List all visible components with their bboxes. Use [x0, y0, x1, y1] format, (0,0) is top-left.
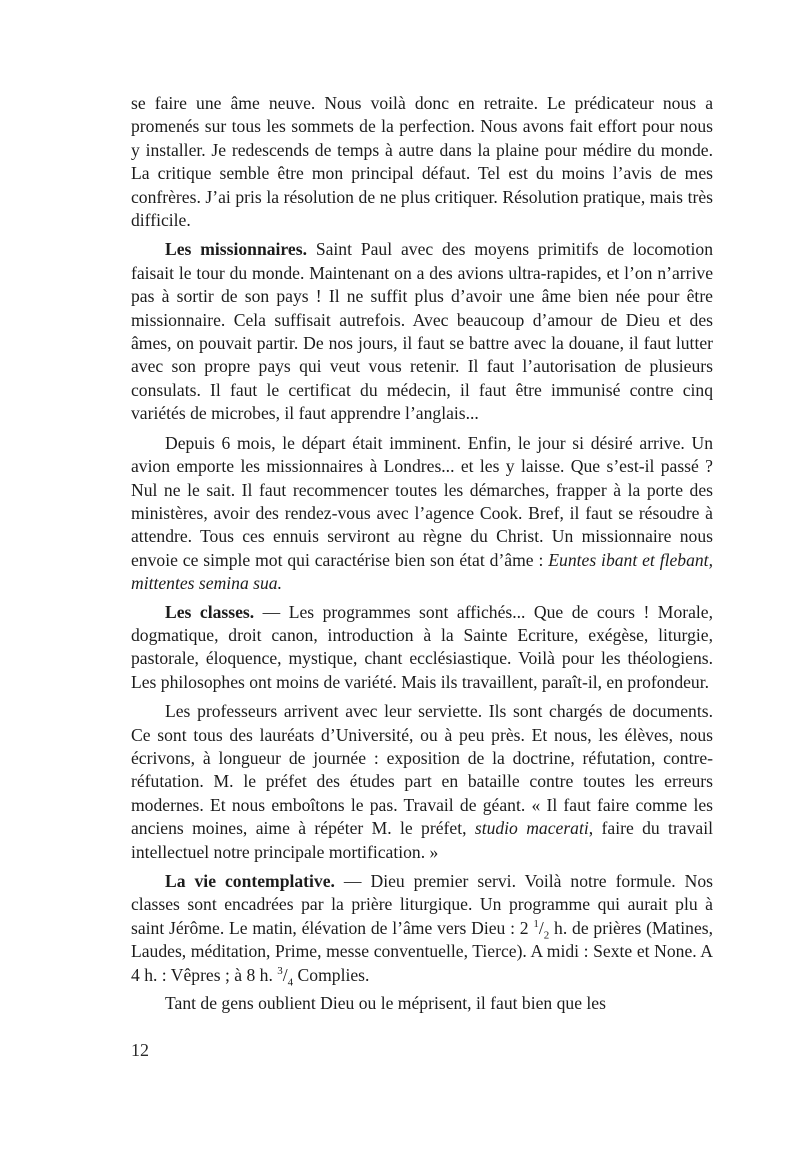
paragraph-professors: [131, 700, 713, 864]
paragraph-departure: [131, 432, 713, 596]
fraction-denominator: 2: [543, 929, 550, 942]
paragraph-retreat: [131, 92, 713, 232]
paragraph-text: — Dieu premier servi. Voilà notre formule. Nos classes sont encadrées par la prière liturgique. Un programme qui aurait plu à saint Jérôme. Le matin, élévation de l’âme vers Dieu : 2: [131, 871, 713, 938]
fraction-numerator: 1: [533, 917, 539, 930]
paragraph-missionaries: [131, 238, 713, 425]
body-text: [131, 92, 713, 1021]
paragraph-contemplative: La vie contemplative. — Dieu premier servi. Voilà notre formule. Nos classes sont encadrées par la prière liturgique. Un programme qui aurait plu à saint Jérôme. Le matin, élévation de l’âme vers Dieu : 2 $^1/_2$ h. de prières (Matines, Laudes, méditation, Prime, messe conventuelle, Tierce). A midi : Sexte et None. A 4 h. : Vêpres ; à 8 h. $^3/_4$ Complies.: [131, 871, 714, 989]
paragraph-text: Les professeurs arrivent avec leur serviette. Ils sont chargés de documents. Ce sont tous des lauréats d’Université, ou à peu près. Et nous, les élèves, nous écrivons, à longueur de journée : exposition de la doctrine, réfutation, contre-réfutation. M. le préfet des études part en bataille contre toutes les erreurs modernes. Et nous emboîtons le pas. Travail de géant. « Il faut faire comme les anciens moines, aime à répéter M. le préfet,: [131, 701, 713, 839]
fraction-denominator: 4: [287, 976, 294, 989]
section-heading-classes: Les classes.: [165, 601, 255, 622]
paragraph-text-mid: h. de prières (Matines, Laudes, méditation, Prime, messe conventuelle, Tierce). A midi : Sexte et None. A 4 h. : Vêpres ; à 8 h.: [131, 917, 714, 985]
page-number: 12: [131, 1040, 149, 1060]
paragraph-text: — Les programmes sont affichés... Que de cours ! Morale, dogmatique, droit canon, introduction à la Sainte Ecriture, exégèse, liturgie, pastorale, éloquence, mystique, chant ecclésiastique. Voilà pour les théologiens. Les philosophes ont moins de variété. Mais ils travaillent, paraît-il, en profondeur.: [131, 601, 714, 692]
paragraph-text-end: , faire du travail intellectuel notre principale mortification. »: [131, 818, 713, 862]
paragraph-text: Depuis 6 mois, le départ était imminent. Enfin, le jour si désiré arrive. Un avion emporte les missionnaires à Londres... et les y laisse. Que s’est-il passé ? Nul ne le sait. Il faut recommencer toutes les démarches, frapper à la porte des ministères, avoir des rendez-vous avec l’agence Cook. Bref, il faut se résoudre à attendre. Tous ces ennuis serviront au règne du Christ. Un missionnaire nous envoie ce simple mot qui caractérise bien son état d’âme :: [131, 432, 713, 570]
fraction-numerator: 3: [277, 964, 283, 977]
paragraph-text-end: Complies.: [293, 964, 370, 985]
paragraph-text: Tant de gens oublient Dieu ou le méprisent, il faut bien que les: [165, 993, 606, 1014]
latin-quote: Euntes ibant et flebant, mittentes semina sua.: [131, 549, 713, 594]
paragraph-classes: [131, 601, 713, 695]
latin-phrase: studio macerati: [474, 818, 589, 839]
paragraph-forget-god: [131, 992, 713, 1015]
section-heading-missionaries: Les missionnaires.: [165, 239, 307, 260]
section-heading-contemplative: La vie contemplative.: [165, 871, 335, 891]
paragraph-text: se faire une âme neuve. Nous voilà donc en retraite. Le prédicateur nous a promenés sur tous les sommets de la perfection. Nous avons fait effort pour nous y installer. Je redescends de temps à autre dans la plaine pour médire du monde. La critique semble être mon principal défaut. Tel est du moins l’avis de mes confrères. J’ai pris la résolution de ne plus critiquer. Résolution pratique, mais très difficile.: [131, 93, 713, 231]
paragraph-text: Saint Paul avec des moyens primitifs de locomotion faisait le tour du monde. Maintenant on a des avions ultra-rapides, et l’on n’arrive pas à sortir de son pays ! Il ne suffit plus d’avoir une âme bien née pour être missionnaire. Cela suffisait autrefois. Avec beaucoup d’amour de Dieu et des âmes, on pouvait partir. De nos jours, il faut se battre avec la douane, il faut lutter avec son propre pays qui veut vous retenir. Il faut l’autorisation de plusieurs consulats. Il faut le certificat du médecin, il faut être immunisé contre cinq variétés de microbes, il faut apprendre l’anglais...: [131, 239, 713, 424]
